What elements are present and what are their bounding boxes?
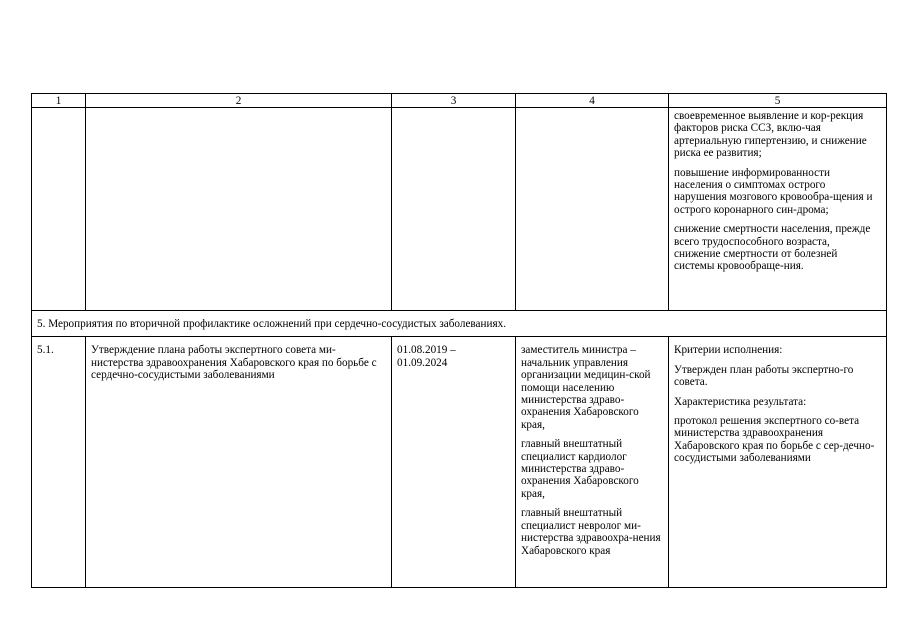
cont-dates-cell	[392, 108, 516, 311]
activity-cell	[86, 337, 392, 588]
criteria-text: Утвержден план работы экспертно-го совета.	[674, 363, 854, 389]
continued-row	[32, 108, 887, 311]
date-start: 01.08.2019 –	[397, 344, 456, 357]
responsible-person: заместитель министра – начальник управления организации медицин-ской помощи населению министерства здраво-охранения Хабаровского края,	[521, 344, 651, 431]
criteria-label: Критерии исполнения:	[674, 344, 783, 357]
section-5-title: 5. Мероприятия по вторичной профилактике осложнений при сердечно-сосудистых заболеваниях.	[32, 311, 887, 337]
column-number-5: 5	[669, 94, 887, 108]
column-numbers-row	[32, 94, 887, 108]
result-paragraph: своевременное выявление и кор-рекция факторов риска ССЗ, вклю-чая артериальную гипертензию, и снижение риска ее развития;	[674, 110, 867, 160]
responsible-person: главный внештатный специалист невролог ми-нистерства здравоохра-нения Хабаровского края	[521, 507, 661, 557]
result-paragraph: повышение информированности населения о симптомах острого нарушения мозгового кровообра-щения и острого коронарного син-дрома;	[674, 166, 873, 216]
responsible-person: главный внештатный специалист кардиолог министерства здраво-охранения Хабаровского края,	[521, 438, 639, 500]
column-number-1: 1	[32, 94, 86, 108]
dates-cell	[392, 337, 516, 588]
activity-text: Утверждение плана работы экспертного совета ми-нистерства здравоохранения Хабаровского края по борьбе с сердечно-сосудистыми заболеваниями	[91, 344, 377, 382]
cont-responsible-cell	[516, 108, 669, 311]
result-paragraph: снижение смертности населения, прежде всего трудоспособного возраста, снижение смертности от болезней системы кровообраще-ния.	[674, 223, 871, 273]
row-number: 5.1.	[32, 337, 86, 588]
column-number-2: 2	[86, 94, 392, 108]
row-5-1	[32, 337, 887, 588]
plan-table	[31, 93, 887, 588]
responsible-cell	[516, 337, 669, 588]
results-cell	[669, 337, 887, 588]
cont-activity-cell	[86, 108, 392, 311]
section-5-row	[32, 311, 887, 337]
date-end: 01.09.2024	[397, 356, 448, 369]
cont-results-cell	[669, 108, 887, 311]
characteristic-label: Характеристика результата:	[674, 395, 807, 408]
cont-number-cell	[32, 108, 86, 311]
column-number-3: 3	[392, 94, 516, 108]
characteristic-text: протокол решения экспертного со-вета министерства здравоохранения Хабаровского края по борьбе с сер-дечно-сосудистыми заболеваниями	[674, 415, 875, 465]
column-number-4: 4	[516, 94, 669, 108]
